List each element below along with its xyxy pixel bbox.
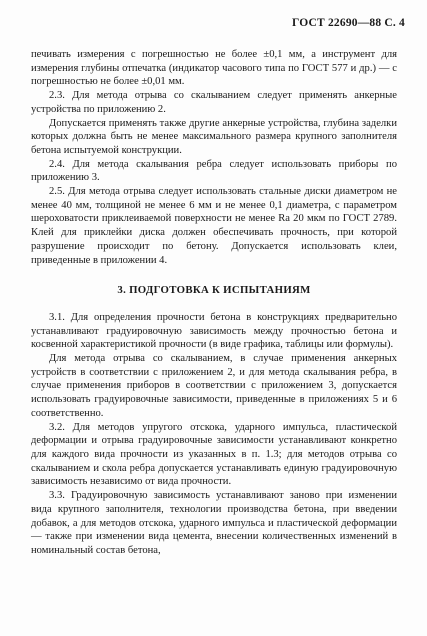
- paragraph-3-1: 3.1. Для определения прочности бетона в конструкциях предварительно устанавливают градуировочную зависимость между прочностью бетона и косвенной характеристикой прочности (в виде графика, таблицы или формулы).: [31, 311, 397, 351]
- paragraph-2-2-continuation: печивать измерения с погрешностью не более ±0,1 мм, а инструмент для измерения глубины отпечатка (индикатор часового типа по ГОСТ 577 и др.) — с погрешностью не более ±0,01 мм.: [31, 49, 397, 88]
- paragraph-2-3: 2.3. Для метода отрыва со скалыванием следует применять анкерные устройства по приложению 2.: [31, 90, 397, 115]
- paragraph-3-1-note: Для метода отрыва со скалыванием, в случае применения анкерных устройств в соответствии с приложением 2, и для метода скалывания ребра, в случае применения приборов в соответствии с приложением 3, допускается использовать градуировочные зависимости, приведенные в приложениях 5 и 6 соответственно.: [31, 353, 397, 419]
- paragraph-2-3-note: Допускается применять также другие анкерные устройства, глубина заделки которых должна быть не менее максимального размера крупного заполнителя бетона испытуемой конструкции.: [31, 117, 397, 156]
- section-heading: 3. ПОДГОТОВКА К ИСПЫТАНИЯМ: [117, 284, 311, 297]
- page-header-code: ГОСТ 22690—88 С. 4: [292, 17, 405, 29]
- paragraph-3-3: 3.3. Градуировочную зависимость устанавливают заново при изменении вида крупного заполнителя, технологии производства бетона, при введении добавок, а для методов отскока, ударного импульса и пластической деформации — также при изменении вида цемента, внесении количественных изменений в номинальный состав бетона,: [31, 490, 397, 556]
- paragraph-2-4: 2.4. Для метода скалывания ребра следует использовать приборы по приложению 3.: [31, 158, 397, 184]
- document-body: [31, 48, 397, 558]
- paragraph-2-5: 2.5. Для метода отрыва следует использовать стальные диски диаметром не менее 40 мм, толщиной не менее 6 мм и не менее 0,1 диаметра, с параметром шероховатости приклеиваемой поверхности не менее Ra 20 мкм по ГОСТ 2789. Клей для приклейки диска должен обеспечивать прочность, при которой разрушение происходит по бетону. Допускается использовать клеи, приведенные в приложении 4.: [31, 186, 397, 266]
- paragraph-3-2: 3.2. Для методов упругого отскока, ударного импульса, пластической деформации и отрыва градуировочные зависимости устанавливают конкретно для каждого вида прочности из указанных в п. 1.3; для методов отрыва со скалыванием и скола ребра допускается устанавливать единую градуировочную зависимость независимо от вида прочности.: [31, 421, 397, 488]
